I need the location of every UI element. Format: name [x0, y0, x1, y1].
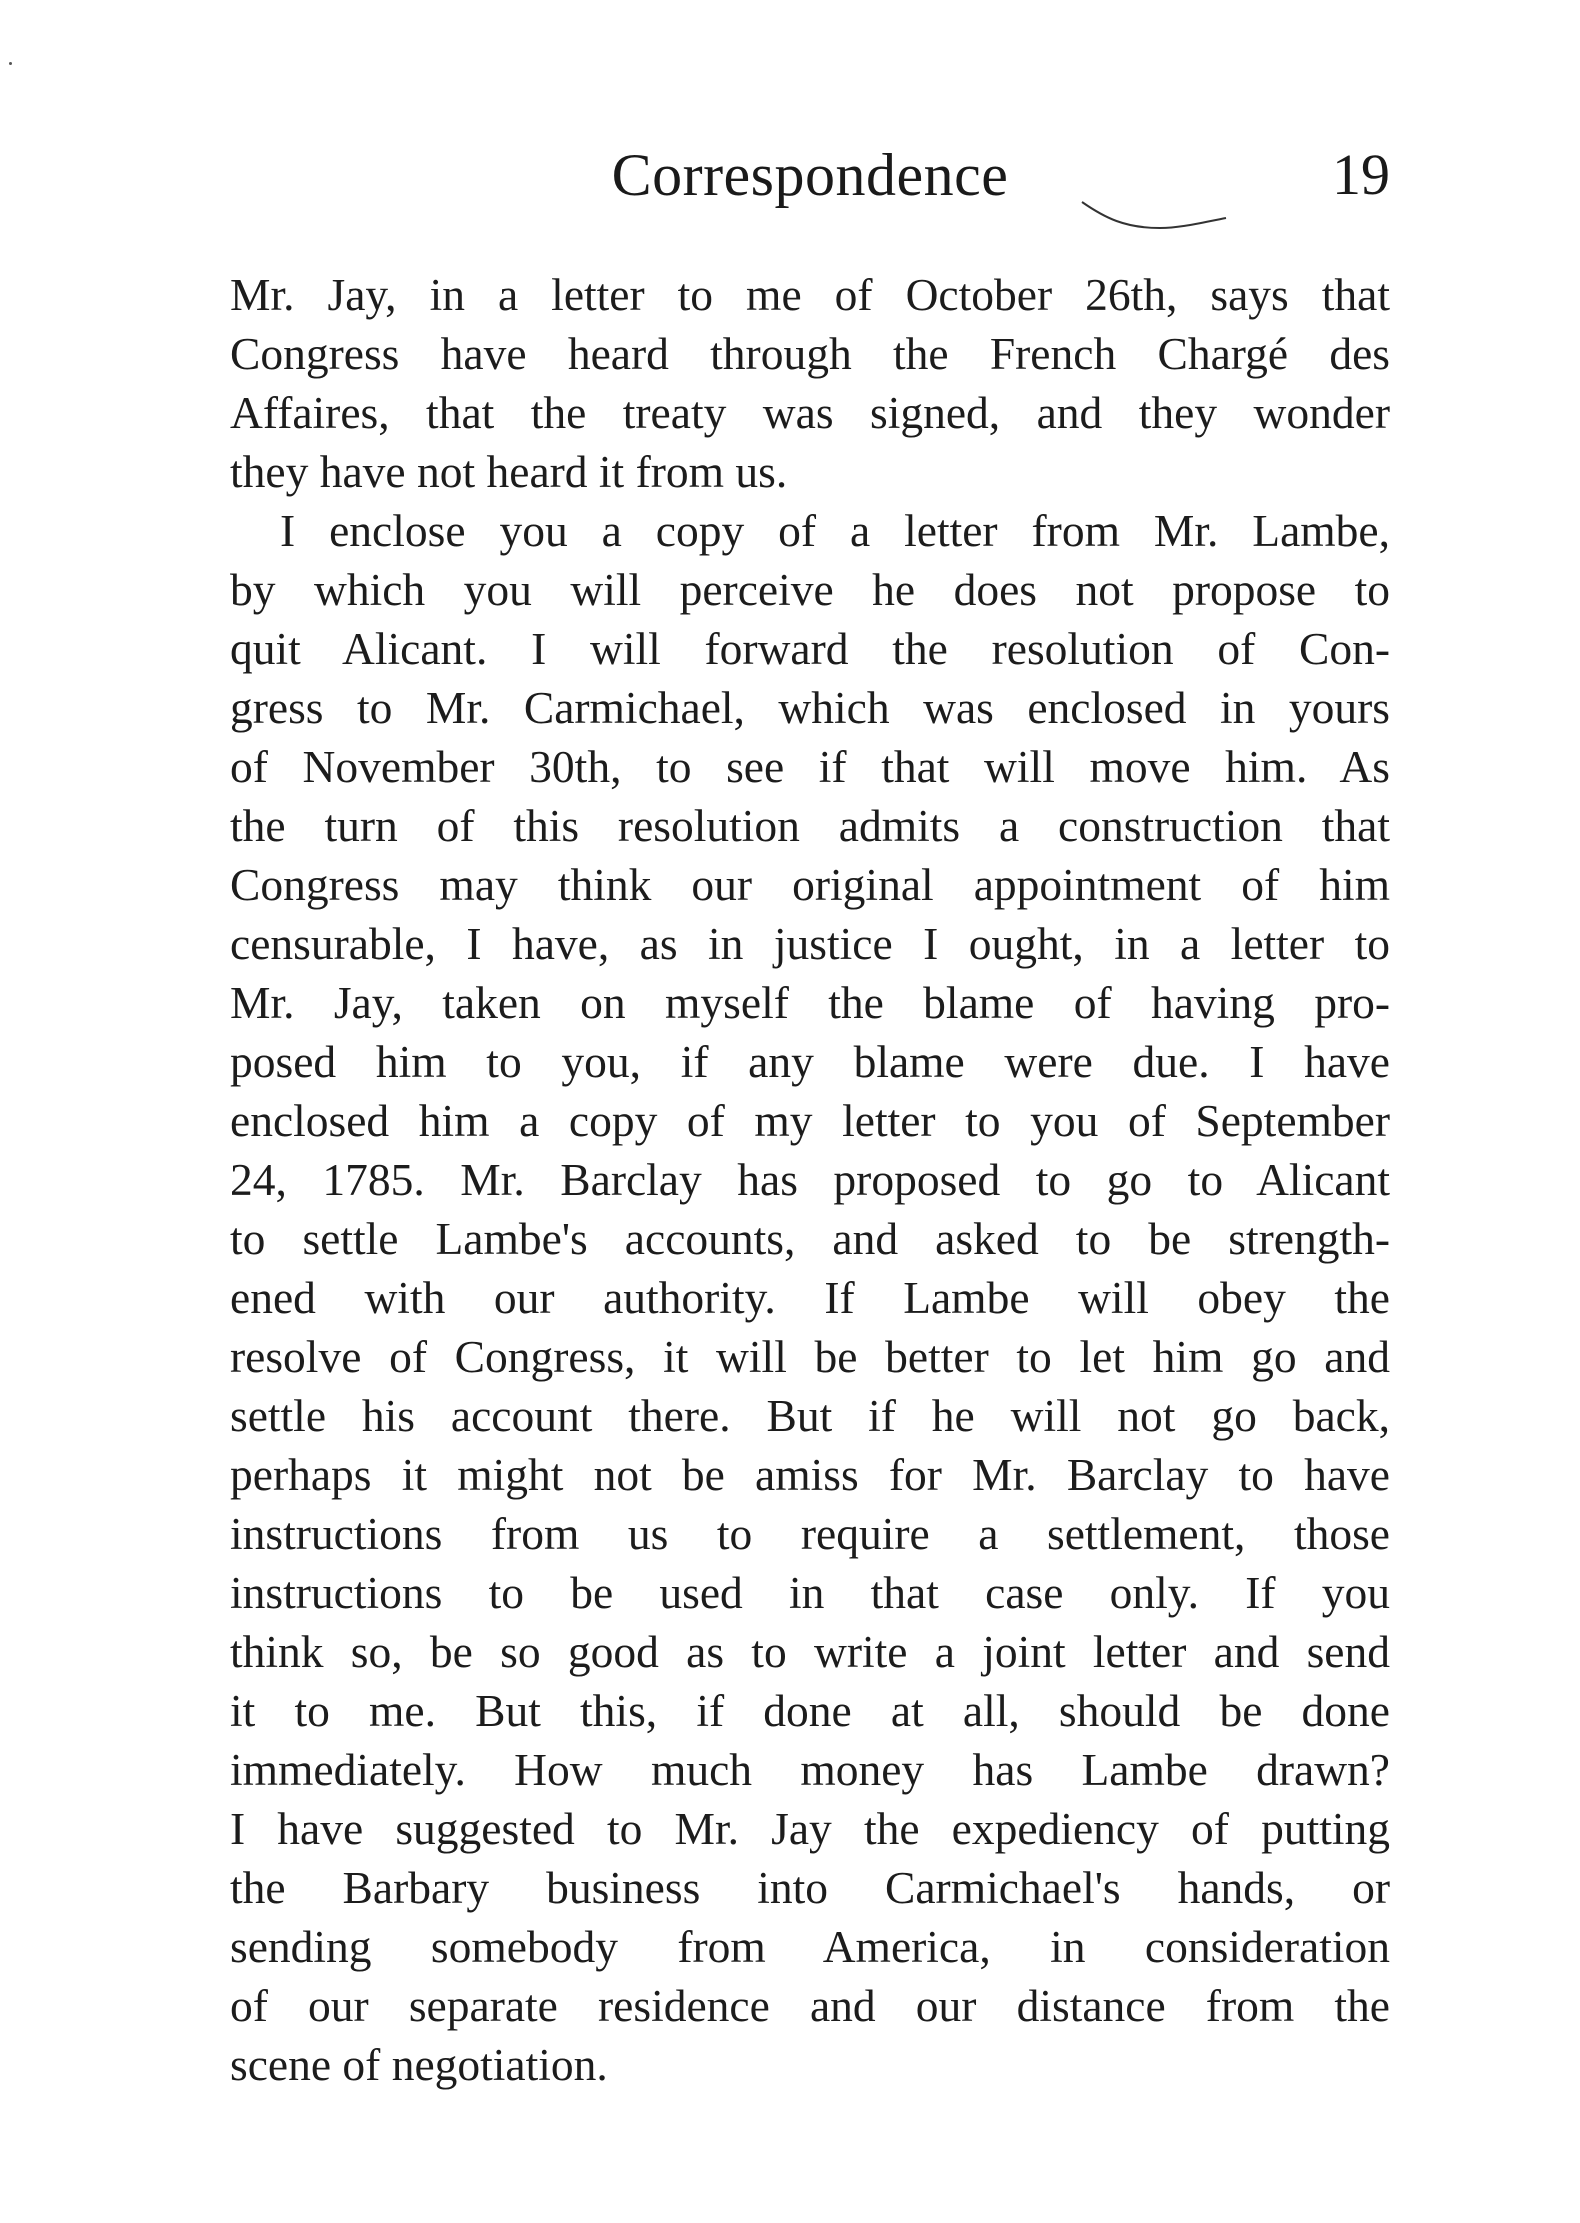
text-line: perhaps it might not be amiss for Mr. Barclay to have	[230, 1449, 1390, 1500]
text-line: censurable, I have, as in justice I ought, in a letter to	[230, 918, 1390, 969]
text-line: gress to Mr. Carmichael, which was enclosed in yours	[230, 682, 1390, 733]
text-line: by which you will perceive he does not propose to	[230, 564, 1390, 615]
text-line: scene of negotiation.	[230, 2039, 608, 2090]
text-line: posed him to you, if any blame were due. I have	[230, 1036, 1390, 1087]
text-line: Congress have heard through the French Chargé des	[230, 328, 1390, 379]
text-line: 24, 1785. Mr. Barclay has proposed to go to Alicant	[230, 1154, 1390, 1205]
text-line: immediately. How much money has Lambe drawn?	[230, 1744, 1390, 1795]
text-line: think so, be so good as to write a joint letter and send	[230, 1626, 1390, 1677]
text-line: sending somebody from America, in consideration	[230, 1921, 1390, 1972]
text-line: they have not heard it from us.	[230, 446, 788, 497]
text-line: I have suggested to Mr. Jay the expediency of putting	[230, 1803, 1390, 1854]
scan-speck	[9, 62, 12, 65]
text-line: of our separate residence and our distance from the	[230, 1980, 1390, 2031]
text-line: the turn of this resolution admits a construction that	[230, 800, 1390, 851]
text-line: quit Alicant. I will forward the resolution of Con-	[230, 623, 1390, 674]
text-line: instructions to be used in that case only. If you	[230, 1567, 1390, 1618]
text-line: resolve of Congress, it will be better to let him go and	[230, 1331, 1390, 1382]
text-line: settle his account there. But if he will not go back,	[230, 1390, 1390, 1441]
text-line: the Barbary business into Carmichael's hands, or	[230, 1862, 1390, 1913]
text-line: of November 30th, to see if that will move him. As	[230, 741, 1390, 792]
text-line: instructions from us to require a settlement, those	[230, 1508, 1390, 1559]
text-line: Affaires, that the treaty was signed, and they wonder	[230, 387, 1390, 438]
page-number: 19	[1332, 142, 1390, 207]
text-line: enclosed him a copy of my letter to you of September	[230, 1095, 1390, 1146]
paragraph-start-line: I enclose you a copy of a letter from Mr. Lambe,	[280, 505, 1390, 556]
text-line: to settle Lambe's accounts, and asked to be strength-	[230, 1213, 1390, 1264]
text-line: it to me. But this, if done at all, should be done	[230, 1685, 1390, 1736]
text-line: Mr. Jay, taken on myself the blame of having pro-	[230, 977, 1390, 1028]
text-line: ened with our authority. If Lambe will obey the	[230, 1272, 1390, 1323]
running-head-title: Correspondence	[611, 142, 1009, 208]
pen-mark-icon	[1080, 198, 1230, 238]
text-line: Mr. Jay, in a letter to me of October 26th, says that	[230, 269, 1390, 320]
text-line: Congress may think our original appointment of him	[230, 859, 1390, 910]
body-text	[230, 265, 1390, 2094]
